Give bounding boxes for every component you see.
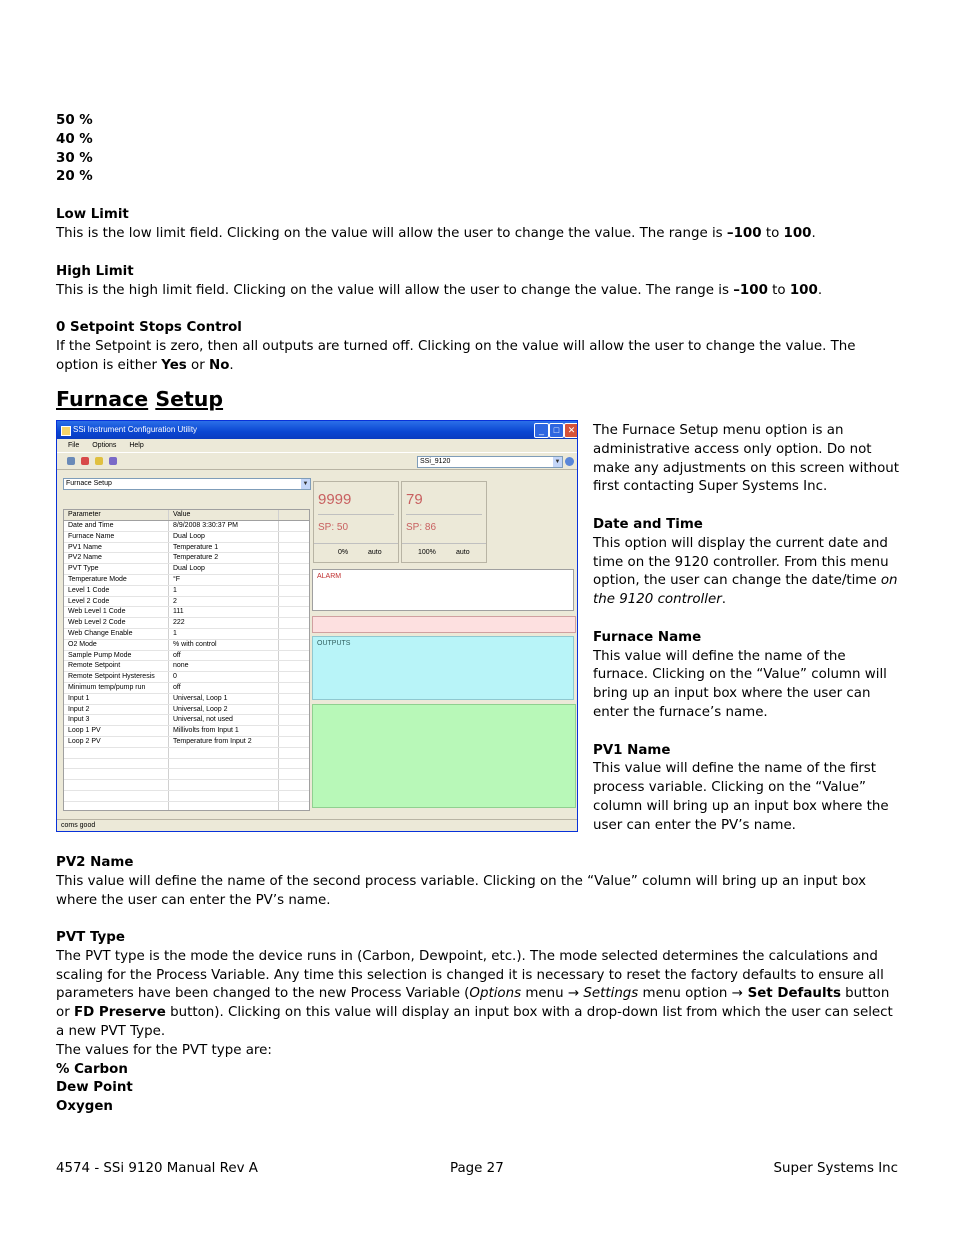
help-icon[interactable] (565, 457, 574, 466)
pvt-text: The PVT type is the mode the device runs in (Carbon, Dewpoint, etc.). The mode selected determines the calculations and scaling for the Process Variable. Any time this selection is changed it is necessary to reset the factory defaults to ensure all parameters have been changed to the new Process Variable (Options menu → Settings menu option → Set Defaults button or FD Preserve button). Clicking on this value will display an input box with a drop-down list from which the user can select a new PVT Type. (56, 948, 893, 1039)
alarm-bar (312, 616, 576, 633)
loop1-output: 0% (338, 549, 349, 556)
toolbar (57, 452, 577, 470)
parameter-cell (64, 802, 169, 811)
menu-file[interactable]: File (68, 442, 80, 449)
maximize-button[interactable]: □ (549, 423, 564, 438)
table-row[interactable] (64, 737, 309, 748)
loop1-setpoint[interactable]: SP: 50 (318, 522, 349, 533)
table-row[interactable] (64, 651, 309, 662)
table-row[interactable] (64, 759, 309, 770)
status-text: coms good (61, 822, 96, 829)
menu-help[interactable]: Help (129, 442, 144, 449)
parameter-cell: Loop 2 PV (64, 737, 169, 747)
outputs-label: OUTPUTS (317, 640, 351, 647)
table-row[interactable] (64, 618, 309, 629)
parameter-cell (64, 791, 169, 801)
loop1-footer (314, 543, 398, 562)
pvt-value: Oxygen (56, 1099, 113, 1115)
table-row[interactable] (64, 705, 309, 716)
loop2-mode[interactable]: auto (456, 549, 470, 556)
parameter-grid (63, 509, 310, 811)
table-row[interactable] (64, 640, 309, 651)
low-limit-heading: Low Limit (56, 207, 129, 222)
minimize-button[interactable]: _ (534, 423, 549, 438)
parameter-cell: Level 2 Code (64, 597, 169, 607)
value-cell[interactable]: 1 (169, 629, 279, 639)
parameter-cell: Input 2 (64, 705, 169, 715)
parameter-cell: Sample Pump Mode (64, 651, 169, 661)
table-row[interactable] (64, 543, 309, 554)
parameter-cell: Remote Setpoint (64, 661, 169, 671)
value-cell[interactable]: none (169, 661, 279, 671)
pvt-value: Dew Point (56, 1080, 133, 1096)
pv1-name-heading: PV1 Name (593, 742, 671, 758)
date-time-text: This option will display the current date and time on the 9120 controller. From this menu option, the user can change the date/time on the 9120 controller. (593, 535, 898, 608)
value-cell[interactable]: Dual Loop (169, 532, 279, 542)
menu-options[interactable]: Options (92, 442, 117, 449)
parameter-cell: Input 1 (64, 694, 169, 704)
value-cell[interactable]: Universal, Loop 2 (169, 705, 279, 715)
stop-icon[interactable] (81, 457, 89, 465)
instrument-select[interactable]: SSi_9120 ▼ (417, 456, 563, 468)
value-cell[interactable]: Dual Loop (169, 564, 279, 574)
table-row[interactable] (64, 532, 309, 543)
parameter-cell (64, 780, 169, 790)
value-cell[interactable]: off (169, 683, 279, 693)
pct-item: 40 % (56, 131, 93, 147)
loop2-setpoint[interactable]: SP: 86 (406, 522, 437, 533)
value-cell[interactable] (169, 748, 279, 758)
parameter-cell: PV2 Name (64, 553, 169, 563)
furnace-name-text: This value will define the name of the furnace. Clicking on the “Value” column will bring up an input box where the user can enter the furnace’s name. (593, 648, 887, 720)
parameter-cell: Loop 1 PV (64, 726, 169, 736)
loop1-panel (313, 481, 399, 563)
value-cell[interactable]: Millivolts from Input 1 (169, 726, 279, 736)
parameter-cell: Level 1 Code (64, 586, 169, 596)
menu-option-select[interactable]: Furnace Setup ▼ (63, 478, 311, 490)
table-row[interactable] (64, 597, 309, 608)
loop2-output: 100% (418, 549, 436, 556)
value-cell[interactable]: 2 (169, 597, 279, 607)
loop1-mode[interactable]: auto (368, 549, 382, 556)
pv1-name-text: This value will define the name of the first process variable. Clicking on the “Value” column will bring up an input box where the user can enter the PV’s name. (593, 761, 889, 833)
value-cell[interactable]: 1 (169, 586, 279, 596)
footer-left: 4574 - SSi 9120 Manual Rev A (56, 1161, 258, 1176)
parameter-cell: Web Level 1 Code (64, 607, 169, 617)
parameter-cell: Web Change Enable (64, 629, 169, 639)
table-row[interactable] (64, 575, 309, 586)
value-cell[interactable] (169, 759, 279, 769)
table-row[interactable] (64, 780, 309, 791)
alarm-label: ALARM (317, 573, 342, 580)
footer-right: Super Systems Inc (773, 1161, 898, 1176)
value-cell[interactable]: Temperature from Input 2 (169, 737, 279, 747)
table-row[interactable] (64, 564, 309, 575)
app-icon (61, 426, 71, 436)
table-row[interactable] (64, 521, 309, 532)
furnace-name-heading: Furnace Name (593, 629, 702, 645)
menu-bar (57, 439, 577, 452)
lightbulb-icon[interactable] (95, 457, 103, 465)
parameter-cell (64, 769, 169, 779)
status-panel (312, 704, 576, 808)
pvt-section (56, 929, 898, 1117)
table-row[interactable] (64, 683, 309, 694)
value-cell[interactable]: Temperature 1 (169, 543, 279, 553)
section-title: Furnace Setup (56, 387, 224, 411)
value-cell[interactable]: 222 (169, 618, 279, 628)
chevron-down-icon: ▼ (554, 459, 561, 465)
col-value[interactable]: Value (169, 510, 279, 520)
col-parameter[interactable]: Parameter (64, 510, 169, 520)
parameter-cell: Date and Time (64, 521, 169, 531)
value-cell[interactable] (169, 802, 279, 811)
parameter-cell: Minimum temp/pump run (64, 683, 169, 693)
window-title: SSi Instrument Configuration Utility (73, 425, 198, 434)
chevron-down-icon: ▼ (302, 481, 309, 487)
table-row[interactable] (64, 769, 309, 780)
high-limit-text: This is the high limit field. Clicking on the value will allow the user to change the value. The range is –100 to 100. (56, 282, 823, 298)
value-cell[interactable]: off (169, 651, 279, 661)
parameter-cell: O2 Mode (64, 640, 169, 650)
high-limit-heading: High Limit (56, 264, 134, 279)
connect-icon[interactable] (67, 457, 75, 465)
title-bar (57, 421, 577, 439)
pvt-values-intro: The values for the PVT type are: (56, 1042, 272, 1058)
value-cell[interactable]: 0 (169, 672, 279, 682)
table-row[interactable] (64, 802, 309, 811)
pv2-text: This value will define the name of the second process variable. Clicking on the “Value” column will bring up an input box where the user can enter the PV’s name. (56, 873, 867, 908)
table-row[interactable] (64, 586, 309, 597)
status-bar (57, 819, 577, 831)
table-row[interactable] (64, 715, 309, 726)
table-row[interactable] (64, 629, 309, 640)
table-row[interactable] (64, 748, 309, 759)
value-cell[interactable]: % with control (169, 640, 279, 650)
table-row[interactable] (64, 694, 309, 705)
pct-item: 50 % (56, 113, 93, 128)
loop2-pv: 79 (406, 486, 482, 515)
parameter-cell: Furnace Name (64, 532, 169, 542)
pvt-value: % Carbon (56, 1061, 128, 1077)
parameter-cell (64, 748, 169, 758)
zero-setpoint-section (56, 319, 898, 375)
pv2-section (56, 854, 898, 910)
table-row[interactable] (64, 553, 309, 564)
value-cell[interactable]: Temperature 2 (169, 553, 279, 563)
value-cell[interactable]: 111 (169, 607, 279, 617)
zero-setpoint-heading: 0 Setpoint Stops Control (56, 320, 242, 335)
intro-text: The Furnace Setup menu option is an administrative access only option. Do not make any adjustments on this screen without first contacting Super Systems Inc. (593, 423, 900, 495)
side-column (593, 422, 903, 836)
table-row[interactable] (64, 661, 309, 672)
table-row[interactable] (64, 726, 309, 737)
app-window-screenshot (56, 420, 578, 832)
close-button[interactable]: ✕ (564, 423, 578, 438)
alarm-panel (312, 569, 574, 611)
parameter-cell (64, 759, 169, 769)
value-cell[interactable] (169, 780, 279, 790)
outputs-panel (312, 636, 574, 700)
value-cell[interactable] (169, 791, 279, 801)
date-time-heading: Date and Time (593, 516, 703, 532)
low-limit-section (56, 206, 898, 244)
table-row[interactable] (64, 607, 309, 618)
pct-list (56, 112, 898, 187)
value-cell[interactable]: 8/9/2008 3:30:37 PM (169, 521, 279, 531)
parameter-cell: Web Level 2 Code (64, 618, 169, 628)
pct-item: 20 % (56, 169, 93, 185)
footer-page: Page 27 (450, 1161, 504, 1176)
parameter-cell: Input 3 (64, 715, 169, 725)
loop2-footer (402, 543, 486, 562)
parameter-cell: Temperature Mode (64, 575, 169, 585)
pct-item: 30 % (56, 150, 93, 166)
low-limit-text: This is the low limit field. Clicking on the value will allow the user to change the value. The range is –100 to 100. (56, 225, 816, 241)
table-row[interactable] (64, 791, 309, 802)
pv2-heading: PV2 Name (56, 855, 134, 870)
value-cell[interactable]: Universal, Loop 1 (169, 694, 279, 704)
zero-setpoint-text: If the Setpoint is zero, then all outputs are turned off. Clicking on the value will allow the user to change the value. The option is either Yes or No. (56, 338, 856, 373)
grid-header (64, 510, 309, 521)
table-row[interactable] (64, 672, 309, 683)
value-cell[interactable] (169, 769, 279, 779)
loop1-pv: 9999 (318, 486, 394, 515)
value-cell[interactable]: °F (169, 575, 279, 585)
value-cell[interactable]: Universal, not used (169, 715, 279, 725)
loop2-panel (401, 481, 487, 563)
pvt-heading: PVT Type (56, 930, 125, 945)
parameter-cell: Remote Setpoint Hysteresis (64, 672, 169, 682)
settings-icon[interactable] (109, 457, 117, 465)
parameter-cell: PV1 Name (64, 543, 169, 553)
parameter-cell: PVT Type (64, 564, 169, 574)
high-limit-section (56, 263, 898, 301)
